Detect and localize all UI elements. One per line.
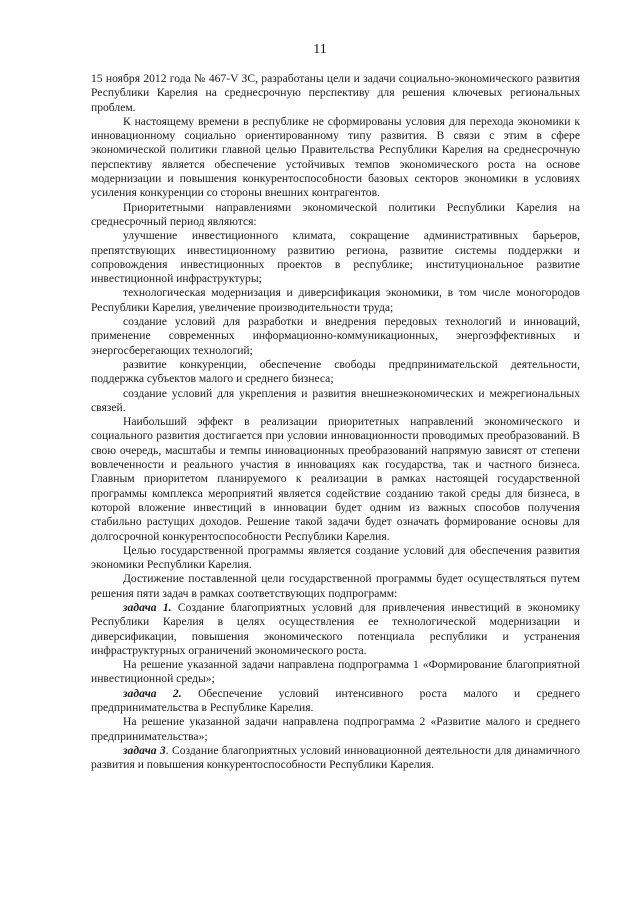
paragraph [91, 544, 580, 573]
list-item [91, 286, 580, 315]
paragraph-text: улучшение инвестиционного климата, сокращение административных барьеров, препятствующих инвестиционному развитию региона, развитие системы поддержки и сопровождения инвестиционных проектов в республике; институциональное развитие инвестиционной инфраструктуры; [91, 229, 580, 286]
paragraph-text: На решение указанной задачи направлена подпрограмма 1 «Формирование благоприятной инвестиционной среды»; [91, 658, 580, 686]
paragraph-text: 15 ноября 2012 года № 467-V ЗС, разработаны цели и задачи социально-экономического развития Республики Карелия на среднесрочную перспективу для решения ключевых региональных проблем. [91, 72, 580, 114]
paragraph-text: Создание благоприятных условий для привлечения инвестиций в экономику Республики Карелия в целях осуществления ее технологической модернизации и диверсификации, повышения экономического потенциала республики и устранения инфраструктурных ограничений экономического роста. [91, 600, 580, 657]
task-paragraph [91, 601, 580, 658]
paragraph-text: создание условий для укрепления и развития внешнеэкономических и межрегиональных связей. [91, 386, 580, 414]
paragraph [91, 415, 580, 544]
task-paragraph [91, 687, 580, 716]
paragraph-text: Наибольший эффект в реализации приоритетных направлений экономического и социального развития достигается при условии инновационности проводимых преобразований. В свою очередь, масштабы и темпы инновационных преобразований напрямую зависят от степени вовлеченности и реального участия в инновациях как государства, так и частного бизнеса. Главным приоритетом планируемого к реализации в рамках настоящей государственной программы комплекса мероприятий является содействие созданию такой среды для бизнеса, в которой вложение инвестиций в инновации будет одним из важных способов получения стабильно растущих доходов. Решение такой задачи будет означать формирование основы для долгосрочной конкурентоспособности Республики Карелия. [91, 415, 580, 543]
paragraph-text: Целью государственной программы является создание условий для обеспечения развития экономики Республики Карелия. [91, 543, 580, 572]
list-item [91, 229, 580, 286]
paragraph [91, 572, 580, 601]
list-item [91, 358, 580, 387]
paragraph-text: Приоритетными направлениями экономической политики Республики Карелия на среднесрочный период являются: [91, 200, 580, 228]
task-label: задача 1. [123, 600, 172, 614]
paragraph [91, 201, 580, 230]
list-item [91, 387, 580, 416]
task-label: задача 2. [123, 686, 182, 700]
paragraph [91, 715, 580, 744]
list-item [91, 315, 580, 358]
paragraph [91, 72, 580, 115]
paragraph [91, 658, 580, 687]
task-paragraph [91, 744, 580, 773]
paragraph-text: На решение указанной задачи направлена подпрограмма 2 «Развитие малого и среднего предпринимательства»; [91, 715, 580, 743]
paragraph-text: К настоящему времени в республике не сформированы условия для перехода экономики к инновационному социально ориентированному типу развития. В связи с этим в сфере экономической политики главной целью Правительства Республики Карелия на среднесрочную перспективу является обеспечение устойчивых темпов экономического роста на основе модернизации и повышения конкурентоспособности базовых секторов экономики в условиях усиления конкуренции со стороны внешних контрагентов. [91, 114, 580, 200]
paragraph-text: развитие конкуренции, обеспечение свободы предпринимательской деятельности, поддержка субъектов малого и среднего бизнеса; [91, 357, 580, 386]
page-number: 11 [313, 42, 327, 57]
paragraph-text: Обеспечение условий интенсивного роста малого и среднего предпринимательства в Республике Карелия. [91, 686, 580, 715]
document-body [91, 72, 580, 773]
paragraph-text: Достижение поставленной цели государственной программы будет осуществляться путем решения пяти задач в рамках соответствующих подпрограмм: [91, 572, 580, 600]
paragraph-text: технологическая модернизация и диверсификация экономики, в том числе моногородов Республики Карелия, увеличение производительности труда; [91, 286, 580, 314]
task-label: задача 3 [123, 743, 166, 757]
paragraph-text: . Создание благоприятных условий инновационной деятельности для динамичного развития и повышения конкурентоспособности Республики Карелия. [91, 743, 580, 772]
paragraph-text: создание условий для разработки и внедрения передовых технологий и инноваций, применение современных информационно-коммуникационных, энергоэффективных и энергосберегающих технологий; [91, 315, 580, 357]
paragraph [91, 115, 580, 201]
